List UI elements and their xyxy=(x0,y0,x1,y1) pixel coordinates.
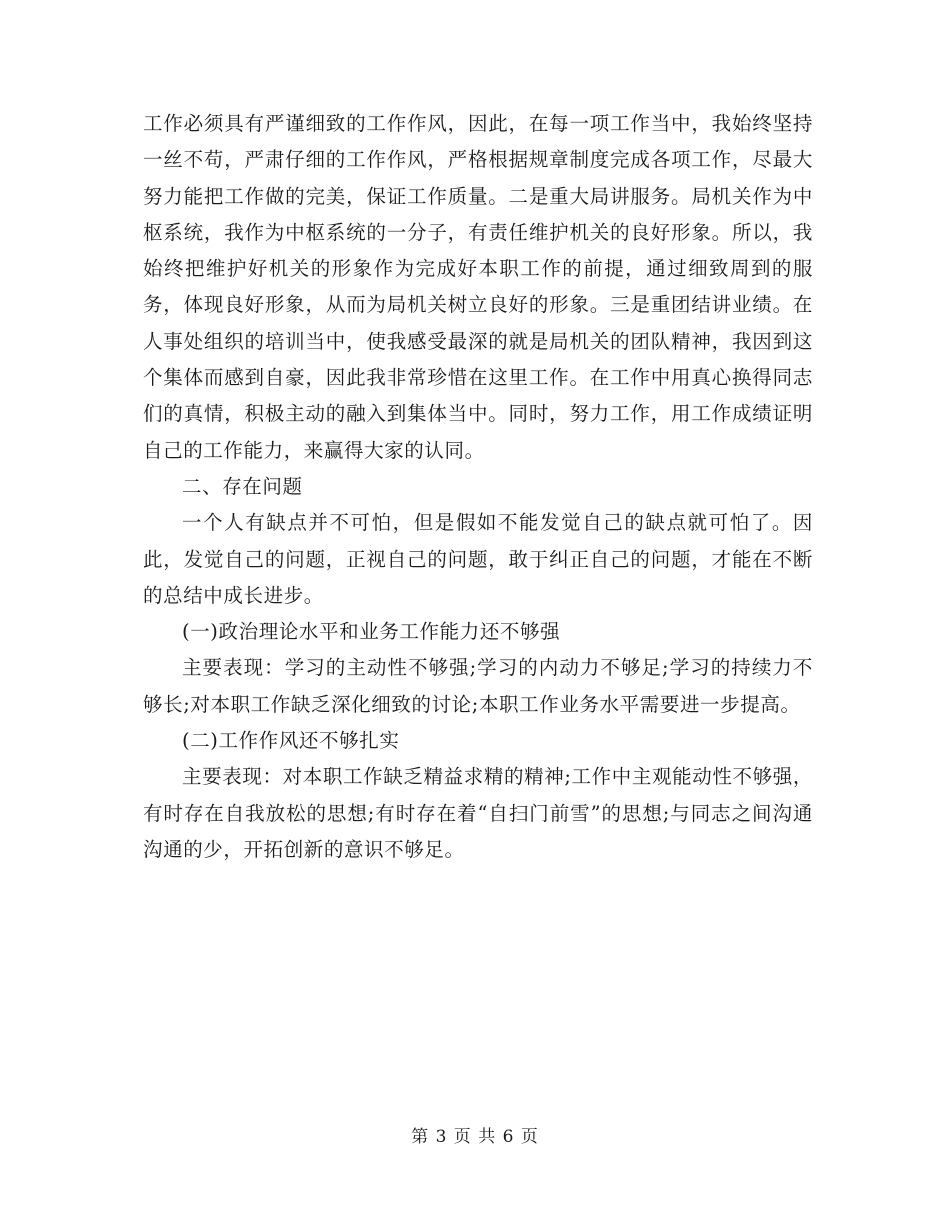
paragraph-work-style: 主要表现：对本职工作缺乏精益求精的精神;工作中主观能动性不够强，有时存在自我放松的思想;有时存在着“自扫门前雪”的思想;与同志之间沟通沟通的少，开拓创新的意识不够足。 xyxy=(143,765,813,861)
paragraph-problems-intro: 一个人有缺点并不可怕，但是假如不能发觉自己的缺点就可怕了。因此，发觉自己的问题，正视自己的问题，敢于纠正自己的问题，才能在不断的总结中成长进步。 xyxy=(143,511,813,607)
subheading-political-theory: (一)政治理论水平和业务工作能力还不够强 xyxy=(182,620,561,644)
document-body xyxy=(143,106,813,868)
page-footer: 第 3 页 共 6 页 xyxy=(411,1127,539,1147)
paragraph-continuation: 工作必须具有严谨细致的工作作风，因此，在每一项工作当中，我始终坚持一丝不苟，严肃仔细的工作作风，严格根据规章制度完成各项工作，尽最大努力能把工作做的完美，保证工作质量。二是重大局讲服务。局机关作为中枢系统，我作为中枢系统的一分子，有责任维护机关的良好形象。所以，我始终把维护好机关的形象作为完成好本职工作的前提，通过细致周到的服务，体现良好形象，从而为局机关树立良好的形象。三是重团结讲业绩。在人事处组织的培训当中，使我感受最深的就是局机关的团队精神，我因到这个集体而感到自豪，因此我非常珍惜在这里工作。在工作中用真心换得同志们的真情，积极主动的融入到集体当中。同时，努力工作，用工作成绩证明自己的工作能力，来赢得大家的认同。 xyxy=(143,112,813,462)
subheading-work-style: (二)工作作风还不够扎实 xyxy=(182,729,400,753)
section-heading-problems: 二、存在问题 xyxy=(182,474,303,498)
paragraph-political-theory: 主要表现：学习的主动性不够强;学习的内动力不够足;学习的持续力不够长;对本职工作缺乏深化细致的讨论;本职工作业务水平需要进一步提高。 xyxy=(143,656,813,716)
